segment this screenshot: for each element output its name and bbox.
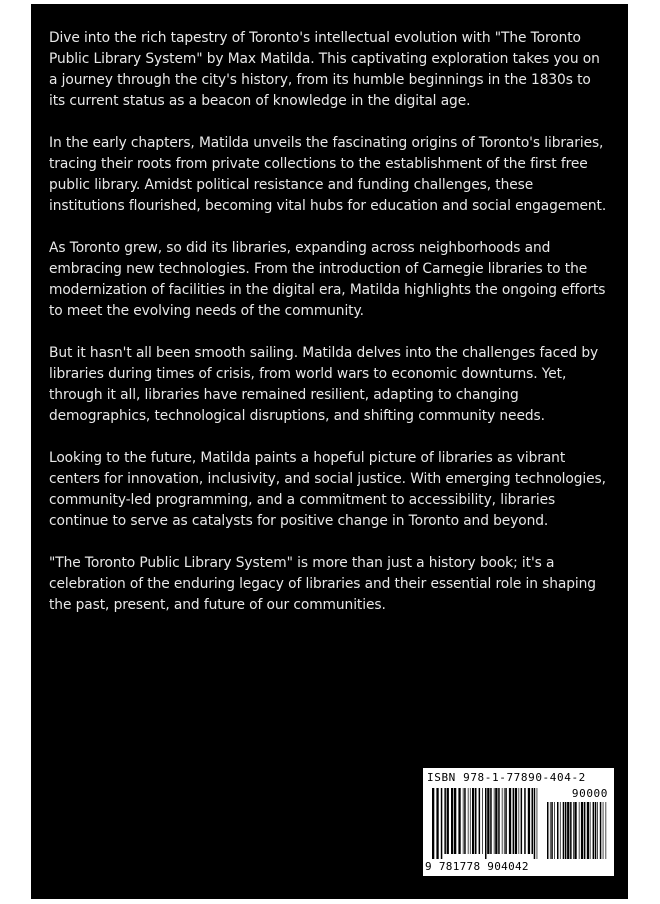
barcode-bar [581,802,583,859]
barcode-bar [563,802,565,859]
barcode-bar [463,788,464,854]
barcode-bar [534,788,536,859]
barcode-bar [573,802,574,859]
barcode-bar [464,788,466,854]
barcode-bar [597,802,598,859]
back-cover [31,4,628,899]
barcode-bar [505,788,507,854]
barcode-bar [494,788,495,854]
barcode-bar [595,802,597,859]
barcode-bar [502,788,503,854]
barcode-bar [468,788,469,854]
blurb-paragraph-2: In the early chapters, Matilda unveils the fascinating origins of Toronto's libraries, tracing their roots from private collections to the establishment of the first free public library. Amidst political resistance and funding challenges, these institutions flourished, becoming vital hubs for education and social engagement. [49,135,607,214]
barcode-bar [444,788,446,854]
barcode-bar [447,788,449,854]
barcode-bar [584,802,586,859]
barcode-bar [528,788,530,854]
barcode-bar [509,788,511,854]
barcode-bar [550,802,551,859]
addon-barcode-bars [547,802,607,859]
blurb-paragraph-3: As Toronto grew, so did its libraries, expanding across neighborhoods and embracing new technologies. From the introduction of Carnegie libraries to the modernization of facilities in the digital era, Matilda highlights the ongoing efforts to meet the evolving needs of the community. [49,240,606,319]
barcode-bar [441,788,443,859]
barcode-bar [579,802,580,859]
barcode-bar [551,802,553,859]
blurb-paragraph-1: Dive into the rich tapestry of Toronto's intellectual evolution with "The Toronto Public Library System" by Max Matilda. This captivating exploration takes you on a journey through the city's history, from its humble beginnings in the 1830s to its current status as a beacon of knowledge in the digital age. [49,30,600,109]
barcode-bar [458,788,460,854]
barcode-bar [498,788,500,854]
barcode-bar [432,788,434,859]
blurb-paragraph-6: "The Toronto Public Library System" is more than just a history book; it's a celebration of the enduring legacy of libraries and their essential role in shaping the past, present, and future of our communities. [49,555,596,613]
barcode-bar [557,802,559,859]
barcode-bar [475,788,477,854]
barcode-bar [472,788,474,854]
ean-barcode-bars [432,788,538,859]
barcode-bar [470,788,471,854]
barcode-bar [454,788,456,854]
barcode-bar [451,788,453,854]
barcode-bar [504,788,505,854]
barcode-bar [490,788,492,854]
barcode-bar [532,788,534,854]
ean-digits: 9 781778 904042 [425,860,529,873]
isbn-label: ISBN 978-1-77890-404-2 [427,771,586,784]
barcode-bar [567,802,569,859]
barcode-bar [436,788,438,859]
barcode-bar [590,802,591,859]
barcode-bar [521,788,523,854]
barcode-bar [587,802,589,859]
barcode-bar [560,802,561,859]
price-code: 90000 [571,787,608,800]
barcode-bar [515,788,517,854]
barcode-bar [537,788,538,859]
barcode-bar [524,788,526,854]
barcode-bar [570,802,572,859]
barcode-bar [479,788,481,854]
barcode-bar [574,802,576,859]
barcode-bar [554,802,555,859]
isbn-barcode [423,768,614,876]
barcode-bar [600,802,602,859]
barcode-bar [495,788,497,854]
barcode-bar [485,788,487,859]
blurb-paragraph-4: But it hasn't all been smooth sailing. Matilda delves into the challenges faced by libraries during times of crisis, from world wars to economic downturns. Yet, through it all, libraries have remained resilient, adapting to changing demographics, technological disruptions, and shifting community needs. [49,345,599,424]
barcode-bar [482,788,483,854]
barcode-bar [593,802,595,859]
barcode-bar [487,788,489,854]
barcode-bar [603,802,604,859]
blurb-paragraph-5: Looking to the future, Matilda paints a hopeful picture of libraries as vibrant centers for innovation, inclusivity, and social justice. With emerging technologies, community-led programming, and a commitment to accessibility, libraries continue to serve as catalysts for positive change in Toronto and beyond. [49,450,606,529]
barcode-bar [513,788,515,854]
barcode-bar [565,802,567,859]
blurb-text [49,28,611,637]
barcode-bar [606,802,607,859]
barcode-bar [547,802,549,859]
barcode-bar [519,788,520,854]
